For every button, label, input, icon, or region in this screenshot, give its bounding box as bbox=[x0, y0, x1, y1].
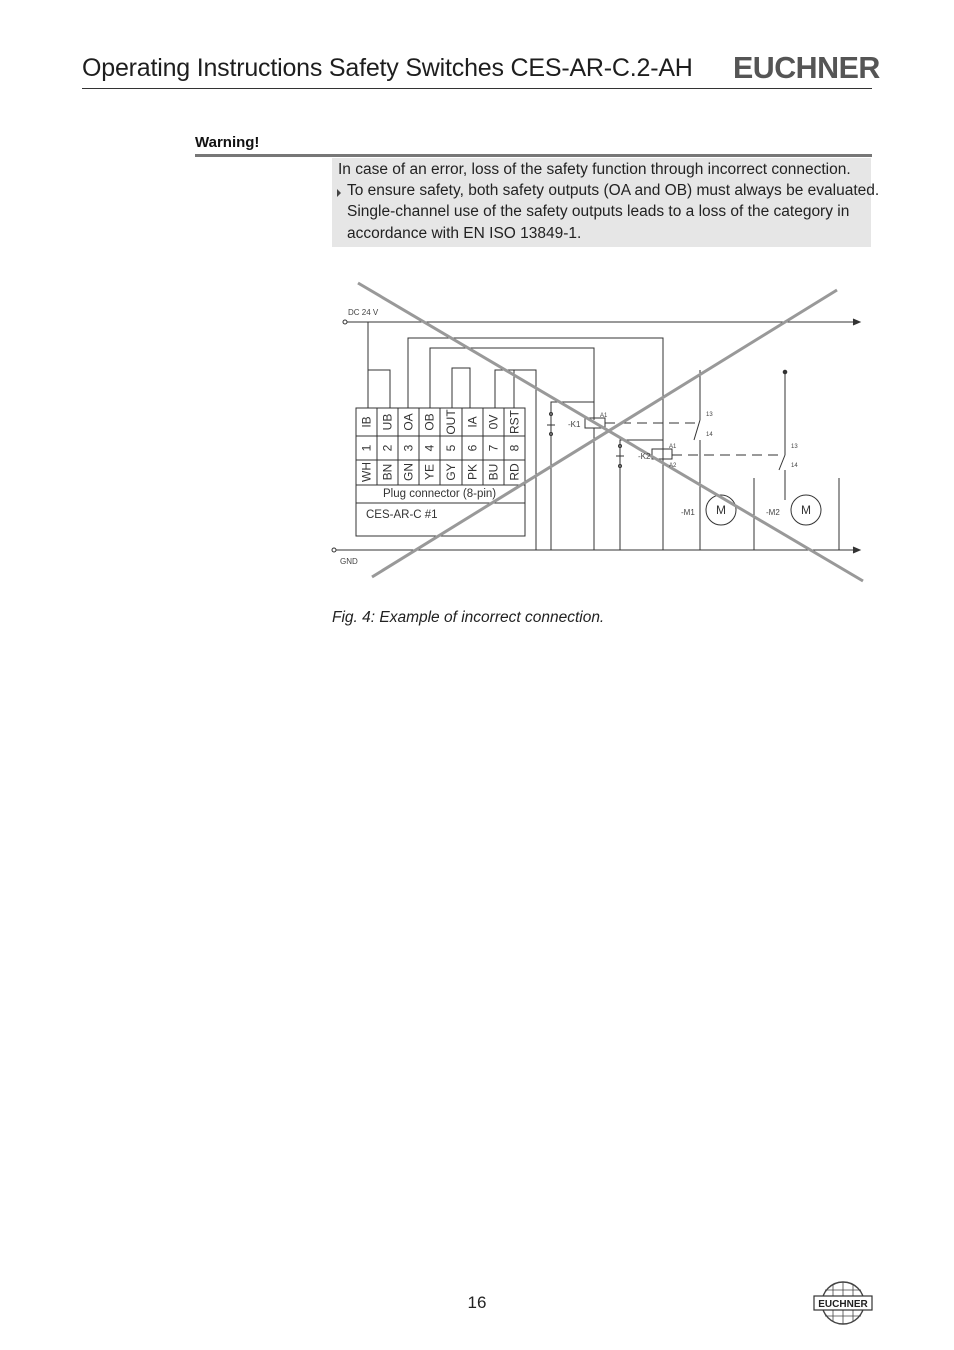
warning-text-line: In case of an error, loss of the safety function through incorrect connection. bbox=[338, 161, 851, 178]
pin-color-label: GY bbox=[444, 463, 458, 481]
contact-14-label: 14 bbox=[791, 463, 798, 469]
warning-text-line: Single-channel use of the safety outputs leads to a loss of the category in bbox=[347, 203, 850, 220]
relay-k1-label: -K1 bbox=[568, 420, 581, 429]
pin-signal-label: 0V bbox=[486, 414, 501, 430]
brand-logo: EUCHNER bbox=[733, 50, 880, 85]
pin-number-label: 5 bbox=[444, 444, 458, 452]
pin-signal-label: RST bbox=[507, 410, 522, 434]
pin-color-label: GN bbox=[401, 463, 416, 481]
pin-number-label: 8 bbox=[507, 444, 522, 452]
warning-text-line: To ensure safety, both safety outputs (OA and OB) must always be evaluated. bbox=[347, 182, 880, 199]
pin-signal-label: UB bbox=[380, 413, 395, 431]
motor-symbol: M bbox=[716, 503, 726, 517]
warning-text-line: accordance with EN ISO 13849-1. bbox=[347, 225, 582, 242]
pin-color-label: YE bbox=[422, 463, 437, 481]
page-number: 16 bbox=[467, 1293, 487, 1312]
coil-a1-label: A1 bbox=[600, 413, 608, 419]
pin-signal-label: IA bbox=[465, 416, 480, 428]
wiring-diagram bbox=[0, 0, 954, 640]
page-title: Operating Instructions Safety Switches CES-AR-C.2-AH bbox=[82, 54, 693, 82]
pin-color-label: PK bbox=[465, 463, 480, 481]
contact-13-label: 13 bbox=[791, 444, 798, 450]
warning-heading: Warning! bbox=[195, 134, 260, 151]
pin-number-label: 7 bbox=[486, 444, 501, 452]
euchner-seal-icon bbox=[813, 1280, 873, 1326]
pin-signal-label: OB bbox=[422, 413, 437, 431]
motor-symbol: M bbox=[801, 503, 811, 517]
pin-signal-label: OUT bbox=[444, 409, 458, 435]
contact-14-label: 14 bbox=[706, 432, 713, 438]
motor-m1-label: -M1 bbox=[681, 508, 695, 517]
pin-number-label: 4 bbox=[422, 444, 437, 452]
pin-color-label: BN bbox=[380, 463, 395, 481]
coil-a2-label: A2 bbox=[669, 463, 677, 469]
pin-number-label: 2 bbox=[380, 444, 395, 452]
motor-m2-label: -M2 bbox=[766, 508, 780, 517]
relay-k2-label: -K2 bbox=[638, 452, 651, 461]
contact-13-label: 13 bbox=[706, 412, 713, 418]
figure-caption: Fig. 4: Example of incorrect connection. bbox=[332, 609, 605, 626]
coil-a1-label: A1 bbox=[669, 444, 677, 450]
footer-brand: EUCHNER bbox=[818, 1299, 868, 1310]
pin-number-label: 3 bbox=[401, 444, 416, 452]
pin-number-label: 6 bbox=[465, 444, 480, 452]
pin-color-label: BU bbox=[486, 463, 501, 481]
gnd-label: GND bbox=[340, 557, 358, 566]
pin-color-label: WH bbox=[359, 462, 374, 482]
device-label: CES-AR-C #1 bbox=[366, 509, 438, 521]
connector-label: Plug connector (8-pin) bbox=[383, 488, 497, 500]
pin-signal-label: IB bbox=[359, 416, 374, 428]
pin-color-label: RD bbox=[507, 463, 522, 481]
pin-number-label: 1 bbox=[359, 444, 374, 452]
pin-signal-label: OA bbox=[401, 413, 416, 431]
supply-label: DC 24 V bbox=[348, 308, 379, 317]
